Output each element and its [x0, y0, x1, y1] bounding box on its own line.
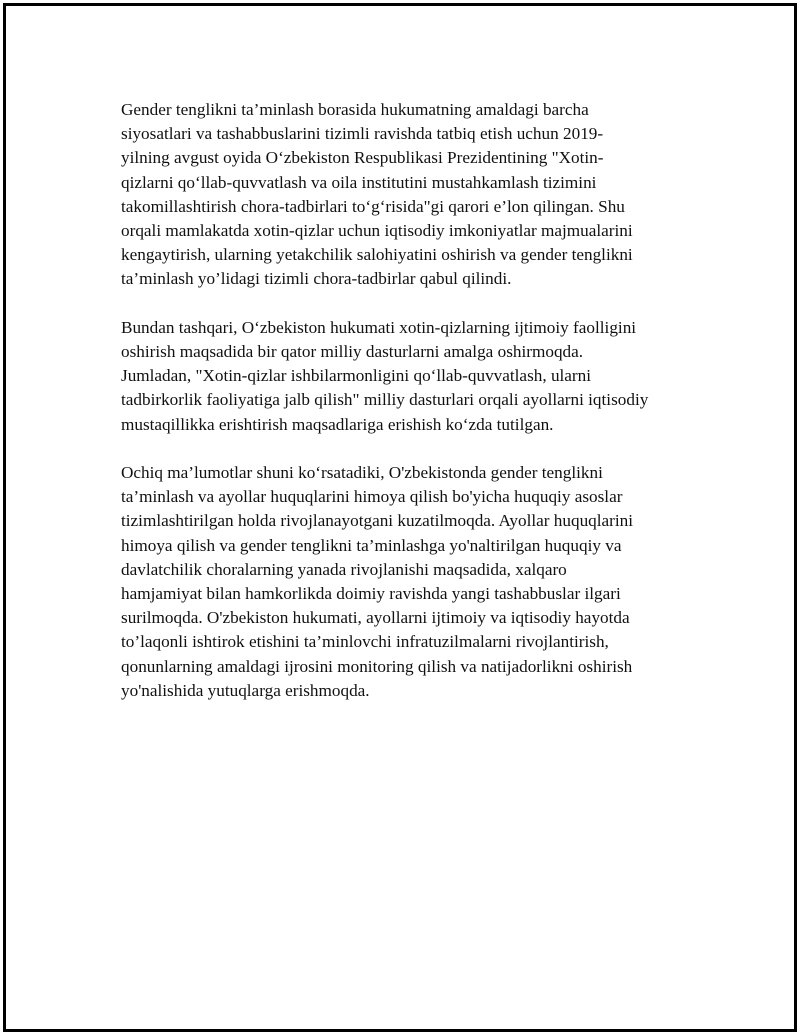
text-line: davlatchilik choralarning yanada rivojlanishi maqsadida, xalqaro [121, 559, 567, 579]
document-body [121, 98, 701, 727]
text-line: Gender tenglikni ta’minlash borasida hukumatning amaldagi barcha [121, 100, 589, 119]
paragraph-3 [121, 461, 701, 703]
paragraph-2 [121, 316, 701, 437]
text-line: hamjamiyat bilan hamkorlikda doimiy ravishda yangi tashabbuslar ilgari [121, 584, 621, 604]
paragraph-1 [121, 98, 701, 292]
text-line: yo'nalishida yutuqlarga erishmoqda. [121, 680, 370, 700]
text-line: tadbirkorlik faoliyatiga jalb qilish" milliy dasturlari orqali ayollarni iqtisodiy [121, 390, 649, 410]
text-line: orqali mamlakatda xotin-qizlar uchun iqtisodiy imkoniyatlar majmualarini [121, 221, 633, 241]
text-line: kengaytirish, ularning yetakchilik salohiyatini oshirish va gender tenglikni [121, 245, 633, 265]
text-line: Jumladan, "Xotin-qizlar ishbilarmonligini qo‘llab-quvvatlash, ularni [121, 366, 592, 386]
page-border [3, 3, 797, 1032]
text-line: yilning avgust oyida O‘zbekiston Respublikasi Prezidentining "Xotin- [121, 148, 604, 168]
text-line: qizlarni qo‘llab-quvvatlash va oila institutini mustahkamlash tizimini [121, 172, 597, 192]
text-line: himoya qilish va gender tenglikni ta’minlashga yo'naltirilgan huquqiy va [121, 535, 622, 555]
text-line: tizimlashtirilgan holda rivojlanayotgani kuzatilmoqda. Ayollar huquqlarini [121, 511, 634, 531]
text-line: to’laqonli ishtirok etishini ta’minlovchi infratuzilmalarni rivojlantirish, [121, 632, 609, 652]
text-line: oshirish maqsadida bir qator milliy dasturlarni amalga oshirmoqda. [121, 342, 584, 362]
text-line: siyosatlari va tashabbuslarini tizimli ravishda tatbiq etish uchun 2019- [121, 124, 604, 144]
text-line: qonunlarning amaldagi ijrosini monitoring qilish va natijadorlikni oshirish [121, 656, 633, 676]
text-line: mustaqillikka erishtirish maqsadlariga erishish ko‘zda tutilgan. [121, 414, 554, 434]
text-line: surilmoqda. O'zbekiston hukumati, ayollarni ijtimoiy va iqtisodiy hayotda [121, 608, 630, 628]
text-line: Bundan tashqari, O‘zbekiston hukumati xotin-qizlarning ijtimoiy faolligini [121, 317, 637, 337]
text-line: ta’minlash yo’lidagi tizimli chora-tadbirlar qabul qilindi. [121, 269, 512, 289]
text-line: Ochiq ma’lumotlar shuni ko‘rsatadiki, O'zbekistonda gender tenglikni [121, 463, 603, 483]
text-line: ta’minlash va ayollar huquqlarini himoya qilish bo'yicha huquqiy asoslar [121, 487, 623, 507]
text-line: takomillashtirish chora-tadbirlari to‘g‘risida"gi qarori e’lon qilingan. Shu [121, 196, 625, 216]
